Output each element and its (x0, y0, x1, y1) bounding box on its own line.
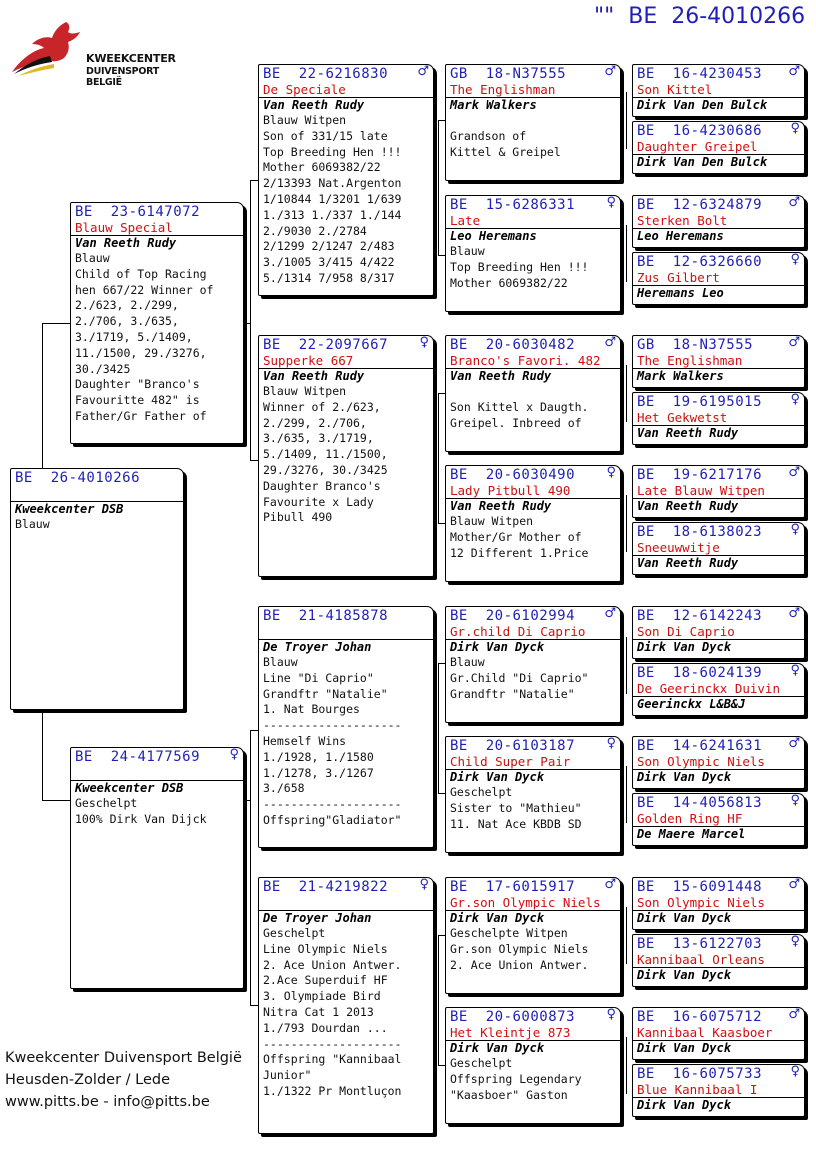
ring-number: BE 23-6147072 (75, 204, 201, 220)
connector (438, 393, 439, 523)
pigeon-name: Late Blauw Witpen (633, 484, 804, 499)
pigeon-name: Child Super Pair (446, 755, 620, 770)
ring-number: BE 20-6030490 (450, 467, 576, 483)
ring-number: BE 24-4177569 (75, 749, 201, 765)
card-header (633, 607, 804, 625)
ring-number: BE 18-6138023 (637, 524, 763, 540)
pigeon-name: Gr.son Olympic Niels (446, 896, 620, 911)
ring-number: BE 16-6075733 (637, 1066, 763, 1082)
female-icon: ♀ (606, 1007, 616, 1022)
pigeon-card-g7 (632, 465, 805, 518)
pigeon-info: Geschelpt Offspring Legendary "Kaasboer" Gaston (450, 1056, 582, 1102)
pigeon-name: Het Kleintje 873 (446, 1026, 620, 1041)
card-header (259, 878, 433, 896)
connector (626, 907, 627, 964)
card-header (446, 65, 620, 83)
connector (250, 730, 251, 1005)
pigeon-name: Kannibaal Kaasboer (633, 1026, 804, 1041)
pigeon-card-g16 (632, 1064, 805, 1117)
owner-name: Van Reeth Rudy (450, 369, 552, 383)
ring-number: BE 12-6326660 (637, 254, 763, 270)
connector (42, 323, 70, 324)
ring-number: BE 15-6286331 (450, 197, 576, 213)
card-header (446, 878, 620, 896)
pigeon-name: Son Di Caprio (633, 625, 804, 640)
ring-number: GB 18-N37555 (637, 337, 754, 353)
pigeon-info: Blauw Top Breeding Hen !!! Mother 6069382/22 (450, 244, 589, 290)
pigeon-name: Son Olympic Niels (633, 755, 804, 770)
owner-name: Van Reeth Rudy (75, 236, 177, 250)
owner-name: Van Reeth Rudy (637, 499, 739, 513)
pigeon-card-g2 (632, 121, 805, 174)
ring-number: GB 18-N37555 (450, 66, 567, 82)
ring-number: BE 14-4056813 (637, 795, 763, 811)
pigeon-card-mmf (445, 877, 621, 994)
owner-name: Dirk Van Dyck (450, 911, 544, 925)
pigeon-info: Blauw Line "Di Caprio" Grandftr "Natalie" 1. Nat Bourges -------------------- Hemself Wins 1./1928, 1./1580 1./1278, 3./1267 3./658 -------------------- Offspring"Gladiator" (263, 655, 402, 827)
male-icon: ♂ (604, 877, 616, 892)
male-icon: ♂ (788, 877, 800, 892)
male-icon: ♂ (788, 465, 800, 480)
card-header (633, 794, 804, 812)
card-header (633, 935, 804, 953)
owner-name: Dirk Van Dyck (637, 1098, 731, 1112)
connector (438, 935, 439, 1065)
footer-website-email: www.pitts.be - info@pitts.be (5, 1094, 210, 1110)
card-header (633, 523, 804, 541)
female-icon: ♀ (790, 252, 800, 267)
card-header (633, 878, 804, 896)
pedigree-title: "" BE 26-4010266 (594, 4, 806, 29)
pigeon-name: De Speciale (259, 83, 433, 98)
pigeon-info: Blauw Child of Top Racing hen 667/22 Winner of 2./623, 2./299, 2./706, 3./635, 3./1719, 5./1409, 11./1500, 29./3276, 30./3425 Daughter "Branco's Favouritte 482" is Father/Gr Father of (75, 251, 214, 423)
card-header (71, 203, 243, 221)
pigeon-card-g9 (632, 606, 805, 659)
pigeon-name: Sneeuwwitje (633, 541, 804, 556)
connector (626, 365, 627, 422)
male-icon: ♂ (788, 736, 800, 751)
pigeon-card-g3 (632, 195, 805, 248)
owner-name: Leo Heremans (637, 229, 724, 243)
pigeon-name (11, 487, 183, 502)
footer-location: Heusden-Zolder / Lede (5, 1072, 171, 1088)
connector (42, 710, 43, 800)
male-icon: ♂ (788, 64, 800, 79)
male-icon: ♂ (788, 1007, 800, 1022)
card-header (633, 737, 804, 755)
owner-name: Dirk Van Dyck (637, 770, 731, 784)
pigeon-name (71, 766, 243, 781)
connector (626, 495, 627, 552)
pigeon-info: Geschelpt 100% Dirk Van Dijck (75, 796, 207, 826)
connector (250, 180, 258, 181)
card-header (446, 737, 620, 755)
owner-name: Kweekcenter DSB (75, 781, 184, 795)
pigeon-card-g11 (632, 736, 805, 789)
card-header (446, 607, 620, 625)
card-header (633, 1008, 804, 1026)
owner-name: Dirk Van Dyck (450, 640, 544, 654)
pigeon-info: Blauw (15, 517, 50, 531)
pigeon-card-g1 (632, 64, 805, 117)
pigeon-card-mf (258, 606, 434, 848)
card-header (633, 1065, 804, 1083)
female-icon: ♀ (229, 747, 239, 762)
pigeon-logo-icon (8, 18, 98, 78)
female-icon: ♀ (419, 335, 429, 350)
owner-name: Kweekcenter DSB (15, 502, 124, 516)
pigeon-name: Kannibaal Orleans (633, 953, 804, 968)
card-header (11, 469, 183, 487)
ring-number: BE 15-6091448 (637, 879, 763, 895)
female-icon: ♀ (606, 736, 616, 751)
female-icon: ♀ (790, 1064, 800, 1079)
ring-number: BE 20-6103187 (450, 738, 576, 754)
card-header (633, 65, 804, 83)
card-header (259, 336, 433, 354)
pigeon-info: Geschelpt Sister to "Mathieu" 11. Nat Ace KBDB SD (450, 785, 582, 831)
card-header (633, 393, 804, 411)
card-header (633, 253, 804, 271)
pigeon-name (259, 896, 433, 911)
male-icon: ♂ (417, 64, 429, 79)
owner-name: Dirk Van Dyck (450, 770, 544, 784)
card-header (633, 196, 804, 214)
footer-contact (5, 1047, 242, 1113)
male-icon: ♂ (788, 606, 800, 621)
owner-name: Dirk Van Dyck (637, 968, 731, 982)
owner-name: Dirk Van Dyck (450, 1041, 544, 1055)
pigeon-name: The Englishman (446, 83, 620, 98)
ring-number: BE 16-6075712 (637, 1009, 763, 1025)
card-header (446, 336, 620, 354)
pigeon-name: Gr.child Di Caprio (446, 625, 620, 640)
pigeon-card-g5 (632, 335, 805, 388)
pigeon-name: Daughter Greipel (633, 140, 804, 155)
pigeon-info: Blauw Witpen Mother/Gr Mother of 12 Different 1.Price (450, 514, 589, 560)
pigeon-card-g10 (632, 663, 805, 716)
ring-number: BE 12-6324879 (637, 197, 763, 213)
pigeon-card-fmf (445, 335, 621, 452)
ring-number: BE 21-4219822 (263, 879, 389, 895)
connector (250, 1005, 258, 1006)
female-icon: ♀ (790, 663, 800, 678)
female-icon: ♀ (790, 522, 800, 537)
connector (438, 663, 439, 793)
owner-name: Dirk Van Dyck (637, 640, 731, 654)
logo-line-2: DUIVENSPORT BELGIË (86, 66, 159, 88)
pigeon-card-g8 (632, 522, 805, 575)
pigeon-card-mff (445, 606, 621, 723)
owner-name: Van Reeth Rudy (450, 499, 552, 513)
card-header (633, 122, 804, 140)
connector (438, 120, 439, 255)
pigeon-info: Son Kittel x Daugth. Greipel. Inbreed of (450, 399, 589, 430)
female-icon: ♀ (606, 195, 616, 210)
pigeon-name: Son Olympic Niels (633, 896, 804, 911)
pigeon-name: Het Gekwetst (633, 411, 804, 426)
pigeon-info: Geschelpt Line Olympic Niels 2. Ace Union Antwer. 2.Ace Superduif HF 3. Olympiade Bird Nitra Cat 1 2013 1./793 Dourdan ... -------------------- Offspring "Kannibaal Junior" 1./1322 Pr Montluçon (263, 926, 402, 1098)
pigeon-info: Blauw Witpen Winner of 2./623, 2./299, 2./706, 3./635, 3./1719, 5./1409, 11./1500, 29./3276, 30./3425 Daughter Branco's Favourite x Lady Pibull 490 (263, 384, 388, 525)
card-header (259, 65, 433, 83)
owner-name: De Troyer Johan (263, 911, 372, 925)
pigeon-card-ffm (445, 195, 621, 312)
kweekcenter-logo (8, 18, 180, 88)
male-icon: ♂ (604, 335, 616, 350)
ring-number: BE 14-6241631 (637, 738, 763, 754)
ring-number: BE 19-6217176 (637, 467, 763, 483)
connector (626, 225, 627, 282)
ring-number: BE 19-6195015 (637, 394, 763, 410)
pigeon-card-subject (10, 468, 184, 710)
card-header (633, 336, 804, 354)
card-header (633, 664, 804, 682)
pigeon-name: Sterken Bolt (633, 214, 804, 229)
connector (438, 255, 445, 256)
owner-name: Dirk Van Den Bulck (637, 98, 768, 112)
connector (626, 92, 627, 149)
female-icon: ♀ (606, 465, 616, 480)
pigeon-card-fff (445, 64, 621, 181)
card-header (446, 196, 620, 214)
female-icon: ♀ (790, 392, 800, 407)
owner-name: Van Reeth Rudy (637, 426, 739, 440)
male-icon: ♂ (788, 335, 800, 350)
female-icon: ♀ (790, 934, 800, 949)
card-header (446, 1008, 620, 1026)
pigeon-name: Zus Gilbert (633, 271, 804, 286)
female-icon: ♀ (790, 793, 800, 808)
pigeon-name: De Geerinckx Duivin (633, 682, 804, 697)
ring-number: BE 26-4010266 (15, 470, 141, 486)
owner-name: Heremans Leo (637, 286, 724, 300)
pigeon-name: Golden Ring HF (633, 812, 804, 827)
connector (42, 800, 70, 801)
pigeon-name: Blauw Special (71, 221, 243, 236)
pigeon-name: Blue Kannibaal I (633, 1083, 804, 1098)
owner-name: Mark Walkers (637, 369, 724, 383)
owner-name: Leo Heremans (450, 229, 537, 243)
ring-number: BE 16-4230686 (637, 123, 763, 139)
pigeon-card-ff (258, 64, 434, 296)
pigeon-card-g15 (632, 1007, 805, 1060)
ring-number: BE 22-6216830 (263, 66, 389, 82)
owner-name: Mark Walkers (450, 98, 537, 112)
connector (243, 800, 251, 801)
pigeon-name: The Englishman (633, 354, 804, 369)
connector (250, 730, 258, 731)
ring-number: BE 21-4185878 (263, 608, 389, 624)
ring-number: BE 20-6000873 (450, 1009, 576, 1025)
logo-line-1: KWEEKCENTER (86, 52, 176, 65)
ring-number: BE 12-6142243 (637, 608, 763, 624)
pigeon-info: Grandson of Kittel & Greipel (450, 128, 561, 159)
card-header (446, 466, 620, 484)
pigeon-card-fmm (445, 465, 621, 582)
connector (438, 1065, 445, 1066)
ring-number: BE 22-2097667 (263, 337, 389, 353)
connector (438, 393, 445, 394)
connector (250, 460, 258, 461)
connector (42, 323, 43, 468)
pigeon-card-g13 (632, 877, 805, 930)
female-icon: ♀ (790, 121, 800, 136)
ring-number: BE 16-4230453 (637, 66, 763, 82)
connector (626, 637, 627, 694)
ring-number: BE 17-6015917 (450, 879, 576, 895)
connector (626, 766, 627, 823)
owner-name: Van Reeth Rudy (263, 369, 365, 383)
pigeon-card-g12 (632, 793, 805, 846)
footer-company: Kweekcenter Duivensport België (5, 1050, 242, 1066)
owner-name: Dirk Van Dyck (637, 911, 731, 925)
pigeon-info: Geschelpte Witpen Gr.son Olympic Niels 2. Ace Union Antwer. (450, 926, 589, 972)
pigeon-name: Supperke 667 (259, 354, 433, 369)
male-icon: ♂ (604, 64, 616, 79)
connector (438, 663, 445, 664)
card-header (71, 748, 243, 766)
card-header (633, 466, 804, 484)
pigeon-card-mfm (445, 736, 621, 853)
pigeon-card-g14 (632, 934, 805, 987)
connector (438, 793, 445, 794)
owner-name: Dirk Van Den Bulck (637, 155, 768, 169)
ring-number: BE 13-6122703 (637, 936, 763, 952)
pigeon-card-g4 (632, 252, 805, 305)
male-icon: ♂ (788, 195, 800, 210)
pigeon-info: Blauw Gr.Child "Di Caprio" Grandftr "Natalie" (450, 655, 589, 701)
pigeon-name (259, 625, 433, 640)
pigeon-name: Branco's Favori. 482 (446, 354, 620, 369)
ring-number: BE 18-6024139 (637, 665, 763, 681)
owner-name: De Maere Marcel (637, 827, 746, 841)
pigeon-card-mm (258, 877, 434, 1134)
pigeon-name: Late (446, 214, 620, 229)
pigeon-card-fm (258, 335, 434, 577)
connector (438, 935, 445, 936)
ring-number: BE 20-6030482 (450, 337, 576, 353)
connector (438, 120, 445, 121)
pigeon-card-g6 (632, 392, 805, 445)
owner-name: De Troyer Johan (263, 640, 372, 654)
pigeon-name: Lady Pitbull 490 (446, 484, 620, 499)
pigeon-info: Blauw Witpen Son of 331/15 late Top Breeding Hen !!! Mother 6069382/22 2/13393 Nat.Argenton 1/10844 1/3201 1/639 1./313 1./337 1./144 2./9030 2./2784 2/1299 2/1247 2/483 3./1005 3/415 4/422 5./1314 7/958 8/317 (263, 113, 402, 285)
owner-name: Van Reeth Rudy (263, 98, 365, 112)
pigeon-name: Son Kittel (633, 83, 804, 98)
ring-number: BE 20-6102994 (450, 608, 576, 624)
owner-name: Dirk Van Dyck (637, 1041, 731, 1055)
connector (438, 523, 445, 524)
pigeon-card-mmm (445, 1007, 621, 1124)
male-icon: ♂ (604, 606, 616, 621)
owner-name: Van Reeth Rudy (637, 556, 739, 570)
connector (250, 180, 251, 460)
pigeon-card-mother (70, 747, 244, 989)
pigeon-card-father (70, 202, 244, 444)
owner-name: Geerinckx L&B&J (637, 697, 746, 711)
connector (626, 1037, 627, 1094)
card-header (259, 607, 433, 625)
connector (243, 323, 251, 324)
female-icon: ♀ (419, 877, 429, 892)
